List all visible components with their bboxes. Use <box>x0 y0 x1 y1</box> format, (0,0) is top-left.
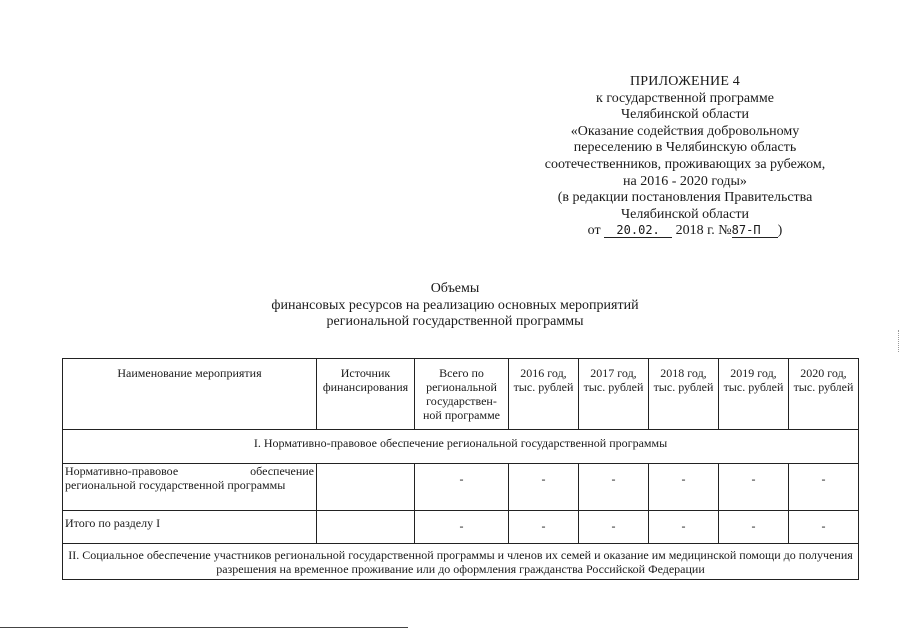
value-cell: - <box>649 511 719 544</box>
header-cell: 2018 год, тыс. рублей <box>649 359 719 430</box>
title-line: Объемы <box>430 281 480 296</box>
measure-name-cell: Нормативно-правовое обеспечение региональной государственной программы <box>63 464 317 511</box>
appendix-date-line <box>520 223 850 240</box>
appendix-line: Челябинской области <box>621 206 749 222</box>
source-cell <box>317 511 415 544</box>
appendix-line: на 2016 - 2020 годы» <box>623 173 747 189</box>
value-cell: - <box>719 464 789 511</box>
value-cell: - <box>509 464 579 511</box>
budget-table <box>62 358 859 580</box>
appendix-line: Челябинской области <box>621 107 749 123</box>
section-row <box>63 544 859 580</box>
header-cell: 2020 год, тыс. рублей <box>789 359 859 430</box>
document-number: 87-П <box>732 224 778 238</box>
date-value: 20.02. <box>604 224 672 238</box>
header-cell: 2016 год, тыс. рублей <box>509 359 579 430</box>
value-cell: - <box>579 464 649 511</box>
value-cell: - <box>649 464 719 511</box>
bottom-rule <box>0 627 408 628</box>
section-row <box>63 430 859 464</box>
header-cell: 2017 год, тыс. рублей <box>579 359 649 430</box>
year-text: 2018 г. № <box>675 223 732 239</box>
header-cell: 2019 год, тыс. рублей <box>719 359 789 430</box>
document-title <box>240 281 670 331</box>
appendix-line: переселению в Челябинскую область <box>573 140 797 156</box>
title-line: региональной государственной программы <box>326 314 584 329</box>
source-cell <box>317 464 415 511</box>
value-cell: - <box>415 511 509 544</box>
appendix-line: (в редакции постановления Правительства <box>557 190 813 206</box>
value-cell: - <box>789 511 859 544</box>
value-cell: - <box>579 511 649 544</box>
value-cell: - <box>719 511 789 544</box>
table-row <box>63 464 859 511</box>
appendix-block <box>520 74 850 240</box>
section-title: I. Нормативно-правовое обеспечение региональной государственной программы <box>63 430 859 464</box>
appendix-line: к государственной программе <box>596 90 774 106</box>
section-title: II. Социальное обеспечение участников региональной государственной программы и членов их семей и оказание им медицинской помощи до получения разрешения на временное проживание или до оформления гражданства Российской Федерации <box>63 544 859 580</box>
header-cell: Наименование мероприятия <box>63 359 317 430</box>
value-cell: - <box>415 464 509 511</box>
value-cell: - <box>789 464 859 511</box>
title-line: финансовых ресурсов на реализацию основных мероприятий <box>271 297 639 313</box>
table-header-row <box>63 359 859 430</box>
closing-paren: ) <box>777 223 783 239</box>
appendix-line: соотечественников, проживающих за рубежом, <box>544 156 826 172</box>
total-label-cell: Итого по разделу I <box>63 511 317 544</box>
appendix-heading: ПРИЛОЖЕНИЕ 4 <box>629 74 741 89</box>
value-cell: - <box>509 511 579 544</box>
table-row-total <box>63 511 859 544</box>
header-cell: Всего по региональной государствен-ной программе <box>415 359 509 430</box>
margin-mark <box>898 330 901 352</box>
header-cell: Источник финансирования <box>317 359 415 430</box>
date-prefix: от <box>587 223 601 239</box>
appendix-line: «Оказание содействия добровольному <box>570 123 800 139</box>
